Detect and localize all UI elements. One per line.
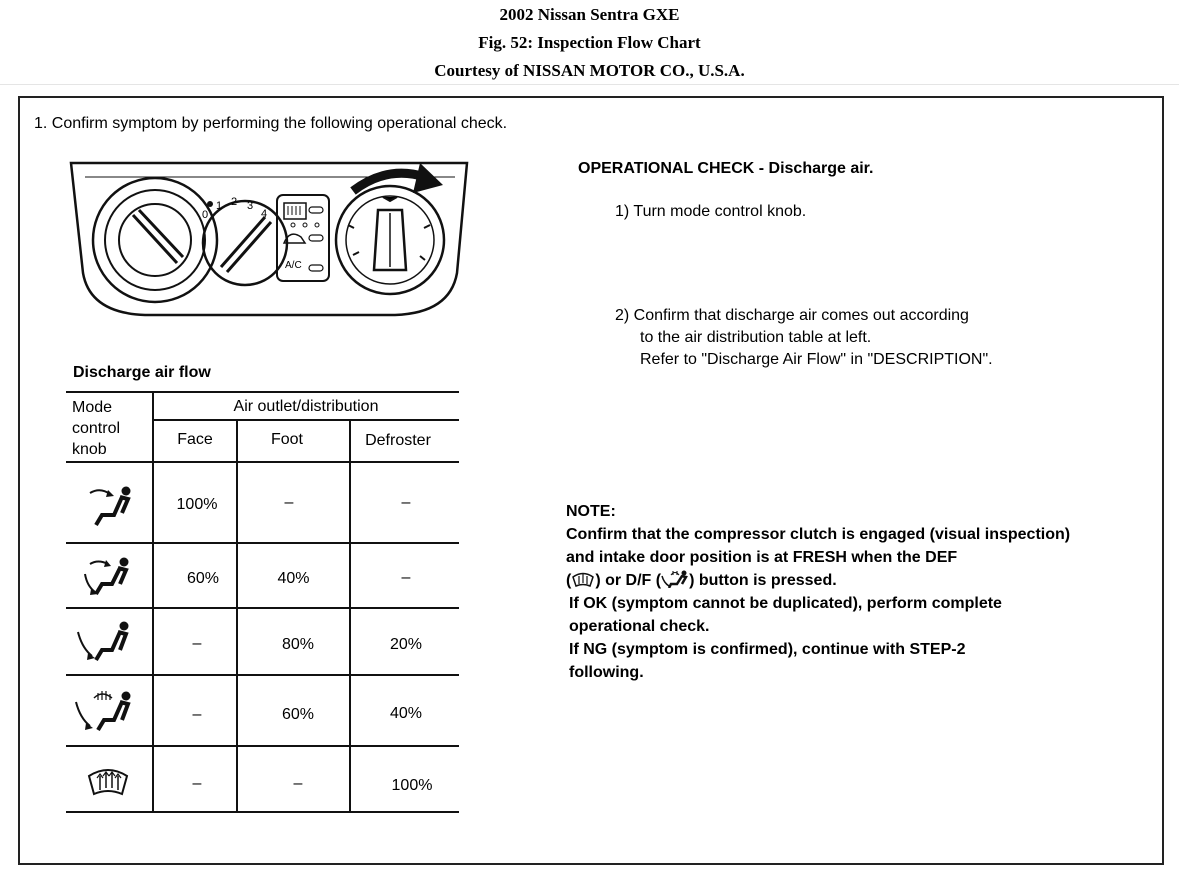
doc-title: 2002 Nissan Sentra GXE [499,5,680,24]
row3-face: – [192,635,202,652]
row1-face: 100% [176,496,218,513]
operational-check-heading: OPERATIONAL CHECK - Discharge air. [578,160,874,177]
note-line-3 [566,569,1070,592]
col-header-face: Face [177,431,213,448]
row4-face: – [192,706,202,723]
bi-level-mode-icon [82,556,132,596]
fan-speed-2: 2 [231,196,238,208]
foot-mode-icon [76,620,132,662]
note-line-3-c: ) button is pressed. [689,572,837,589]
mode-header-line-1: Mode [72,399,113,416]
fan-speed-0: 0 [202,209,209,221]
mode-header-line-2: control [72,420,121,437]
figure-caption: Fig. 52: Inspection Flow Chart [478,33,701,52]
row5-foot: – [293,775,303,792]
note-label: NOTE: [566,503,616,520]
note-line-5: operational check. [569,618,710,635]
note-line-4: If OK (symptom cannot be duplicated), perform complete [569,595,1002,612]
air-outlet-header: Air outlet/distribution [233,398,379,415]
row4-defroster: 40% [389,705,423,722]
note-line-3-b: ) or D/F ( [595,572,662,589]
mode-header-line-3: knob [72,441,107,458]
fan-speed-1: 1 [216,200,223,212]
row2-face: 60% [186,570,220,587]
foot-defrost-mode-icon [74,688,134,732]
row2-defroster: – [401,569,411,586]
row1-defroster: – [401,494,411,511]
row3-foot: 80% [281,636,315,653]
note-line-3-a: ( [566,572,572,589]
note-line-7: following. [569,664,644,681]
defrost-mode-icon [86,766,130,798]
col-header-foot: Foot [270,431,303,448]
operational-step-2-line-2: to the air distribution table at left. [640,329,872,346]
vent-mode-icon [86,485,136,527]
note-line-1: Confirm that the compressor clutch is engaged (visual inspection) [566,526,1071,543]
operational-step-2-line-1: 2) Confirm that discharge air comes out according [615,307,969,324]
row1-foot: – [284,494,294,511]
courtesy-line: Courtesy of NISSAN MOTOR CO., U.S.A. [434,61,745,80]
col-header-defroster: Defroster [365,432,431,449]
note-line-2: and intake door position is at FRESH when the DEF [566,549,958,566]
row4-foot: 60% [281,706,315,723]
row2-foot: 40% [277,570,310,587]
operational-step-2-line-3: Refer to "Discharge Air Flow" in "DESCRIPTION". [640,351,993,368]
fan-speed-4: 4 [261,208,268,220]
row5-defroster: 100% [391,777,433,794]
note-block [566,500,1070,684]
row5-face: – [192,775,202,792]
operational-step-1: 1) Turn mode control knob. [615,203,807,220]
mode-header [72,397,142,460]
discharge-table-title: Discharge air flow [73,364,211,381]
step-instruction: 1. Confirm symptom by performing the following operational check. [34,115,508,132]
df-button-icon [661,570,689,588]
note-line-6: If NG (symptom is confirmed), continue with STEP-2 [569,641,966,658]
row3-defroster: 20% [389,636,423,653]
ac-button-label: A/C [285,260,302,271]
def-button-icon [571,571,595,587]
fan-speed-3: 3 [247,200,254,212]
